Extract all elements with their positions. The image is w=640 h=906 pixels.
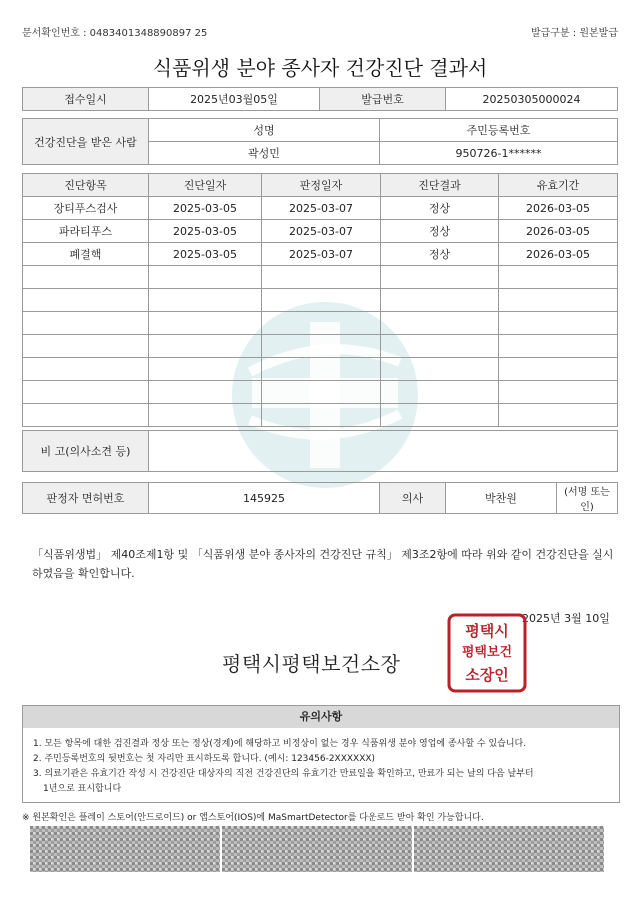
caution-box bbox=[22, 705, 620, 803]
table-cell bbox=[262, 312, 381, 335]
id-label: 주민등록번호 bbox=[380, 119, 618, 142]
list-item: 3. 의료기관은 유효기간 작성 시 건강진단 대상자의 직전 건강진단의 유효기간 만료일을 확인하고, 만료가 되는 날의 다음 날부터 bbox=[33, 769, 534, 779]
list-item: 1년으로 표시합니다 bbox=[43, 784, 122, 794]
table-cell bbox=[499, 266, 618, 289]
table-cell bbox=[381, 381, 499, 404]
table-cell bbox=[499, 312, 618, 335]
security-code-icon bbox=[30, 826, 220, 872]
caution-list bbox=[33, 737, 613, 797]
table-cell bbox=[262, 358, 381, 381]
col-header: 진단일자 bbox=[149, 174, 262, 197]
table-cell: 2025-03-05 bbox=[149, 220, 262, 243]
table-cell bbox=[381, 358, 499, 381]
table-row bbox=[23, 220, 618, 243]
table-cell: 2026-03-05 bbox=[499, 220, 618, 243]
table-cell bbox=[23, 266, 149, 289]
table-row bbox=[23, 381, 618, 404]
issue-date: 2025년 3월 10일 bbox=[522, 612, 610, 625]
table-cell bbox=[262, 289, 381, 312]
notice-paragraph: 「식품위생법」 제40조제1항 및 「식품위생 분야 종사자의 건강진단 규칙」 제3조2항에 따라 위와 같이 건강진단을 실시하였음을 확인합니다. bbox=[32, 548, 614, 580]
issue-no-label: 발급번호 bbox=[320, 88, 446, 111]
table-row bbox=[23, 335, 618, 358]
results-header-row bbox=[23, 174, 618, 197]
doctor-name: 박찬원 bbox=[446, 483, 557, 514]
table-cell bbox=[23, 289, 149, 312]
table-cell bbox=[149, 335, 262, 358]
issue-type: 발급구분 : 원본발급 bbox=[530, 28, 618, 39]
table-cell: 2025-03-05 bbox=[149, 197, 262, 220]
table-cell bbox=[262, 335, 381, 358]
list-item: 2. 주민등록번호의 뒷번호는 첫 자리만 표시하도록 합니다. (예시: 123456-2XXXXXX) bbox=[33, 754, 376, 764]
doctor-label: 의사 bbox=[380, 483, 446, 514]
col-header: 진단항목 bbox=[23, 174, 149, 197]
col-header: 유효기간 bbox=[499, 174, 618, 197]
table-row bbox=[23, 312, 618, 335]
table-cell bbox=[381, 404, 499, 427]
security-code-icon bbox=[414, 826, 604, 872]
seal-line: 평택시 bbox=[465, 622, 509, 640]
signature-label: (서명 또는 인) bbox=[557, 483, 618, 514]
receipt-table bbox=[22, 87, 618, 111]
table-cell bbox=[23, 381, 149, 404]
table-cell: 2025-03-05 bbox=[149, 243, 262, 266]
table-cell bbox=[149, 381, 262, 404]
table-cell: 폐결핵 bbox=[23, 243, 149, 266]
table-cell bbox=[149, 289, 262, 312]
table-cell: 2026-03-05 bbox=[499, 243, 618, 266]
table-cell bbox=[23, 312, 149, 335]
office-name: 평택시평택보건소장 bbox=[222, 652, 401, 676]
name-value: 곽성민 bbox=[149, 142, 380, 165]
table-cell: 파라티푸스 bbox=[23, 220, 149, 243]
table-cell: 2025-03-07 bbox=[262, 220, 381, 243]
table-cell: 정상 bbox=[381, 197, 499, 220]
table-cell bbox=[149, 312, 262, 335]
table-cell bbox=[381, 312, 499, 335]
seal-line: 평택보건 bbox=[461, 645, 513, 660]
table-cell bbox=[262, 381, 381, 404]
table-row bbox=[23, 197, 618, 220]
license-value: 145925 bbox=[149, 483, 380, 514]
table-cell: 장티푸스검사 bbox=[23, 197, 149, 220]
table-cell bbox=[23, 404, 149, 427]
remarks-label: 비 고(의사소견 등) bbox=[23, 431, 149, 472]
table-cell: 정상 bbox=[381, 243, 499, 266]
col-header: 진단결과 bbox=[381, 174, 499, 197]
table-row bbox=[23, 404, 618, 427]
judge-table bbox=[22, 482, 618, 514]
table-cell: 2026-03-05 bbox=[499, 197, 618, 220]
document-title: 식품위생 분야 종사자 건강진단 결과서 bbox=[152, 56, 488, 80]
doc-check-number: 문서확인번호 : 0483401348890897 25 bbox=[22, 28, 208, 39]
license-label: 판정자 면허번호 bbox=[23, 483, 149, 514]
remarks-value bbox=[149, 431, 618, 472]
table-cell bbox=[499, 289, 618, 312]
table-cell: 2025-03-07 bbox=[262, 197, 381, 220]
table-cell: 정상 bbox=[381, 220, 499, 243]
table-row bbox=[23, 289, 618, 312]
table-row bbox=[23, 243, 618, 266]
table-cell bbox=[499, 404, 618, 427]
receipt-date-label: 접수일시 bbox=[23, 88, 149, 111]
issue-no-value: 20250305000024 bbox=[446, 88, 618, 111]
table-cell bbox=[499, 335, 618, 358]
name-label: 성명 bbox=[149, 119, 380, 142]
table-cell bbox=[149, 358, 262, 381]
person-section-label: 건강진단을 받은 사람 bbox=[23, 119, 149, 165]
table-cell bbox=[499, 381, 618, 404]
table-cell bbox=[149, 266, 262, 289]
results-table bbox=[22, 173, 618, 427]
person-table bbox=[22, 118, 618, 165]
table-cell bbox=[381, 266, 499, 289]
table-cell bbox=[23, 335, 149, 358]
footnote: ※ 원본확인은 플레이 스토어(안드로이드) or 앱스토어(IOS)에 MaSmartDetector를 다운로드 받아 확인 가능합니다. bbox=[22, 813, 484, 823]
list-item: 1. 모든 항목에 대한 검진결과 정상 또는 정상(경계)에 해당하고 비정상이 없는 경우 식품위생 분야 영업에 종사할 수 있습니다. bbox=[33, 739, 527, 749]
seal-line: 소장인 bbox=[465, 666, 509, 684]
table-cell bbox=[262, 404, 381, 427]
table-cell bbox=[381, 289, 499, 312]
table-cell bbox=[499, 358, 618, 381]
table-cell bbox=[262, 266, 381, 289]
official-seal bbox=[446, 612, 528, 694]
receipt-date-value: 2025년03월05일 bbox=[149, 88, 320, 111]
col-header: 판정일자 bbox=[262, 174, 381, 197]
table-row bbox=[23, 266, 618, 289]
id-value: 950726-1****** bbox=[380, 142, 618, 165]
table-cell: 2025-03-07 bbox=[262, 243, 381, 266]
table-cell bbox=[23, 358, 149, 381]
caution-title: 유의사항 bbox=[23, 706, 619, 728]
table-cell bbox=[149, 404, 262, 427]
table-row bbox=[23, 358, 618, 381]
remarks-table bbox=[22, 430, 618, 472]
table-cell bbox=[381, 335, 499, 358]
security-code-icon bbox=[222, 826, 412, 872]
